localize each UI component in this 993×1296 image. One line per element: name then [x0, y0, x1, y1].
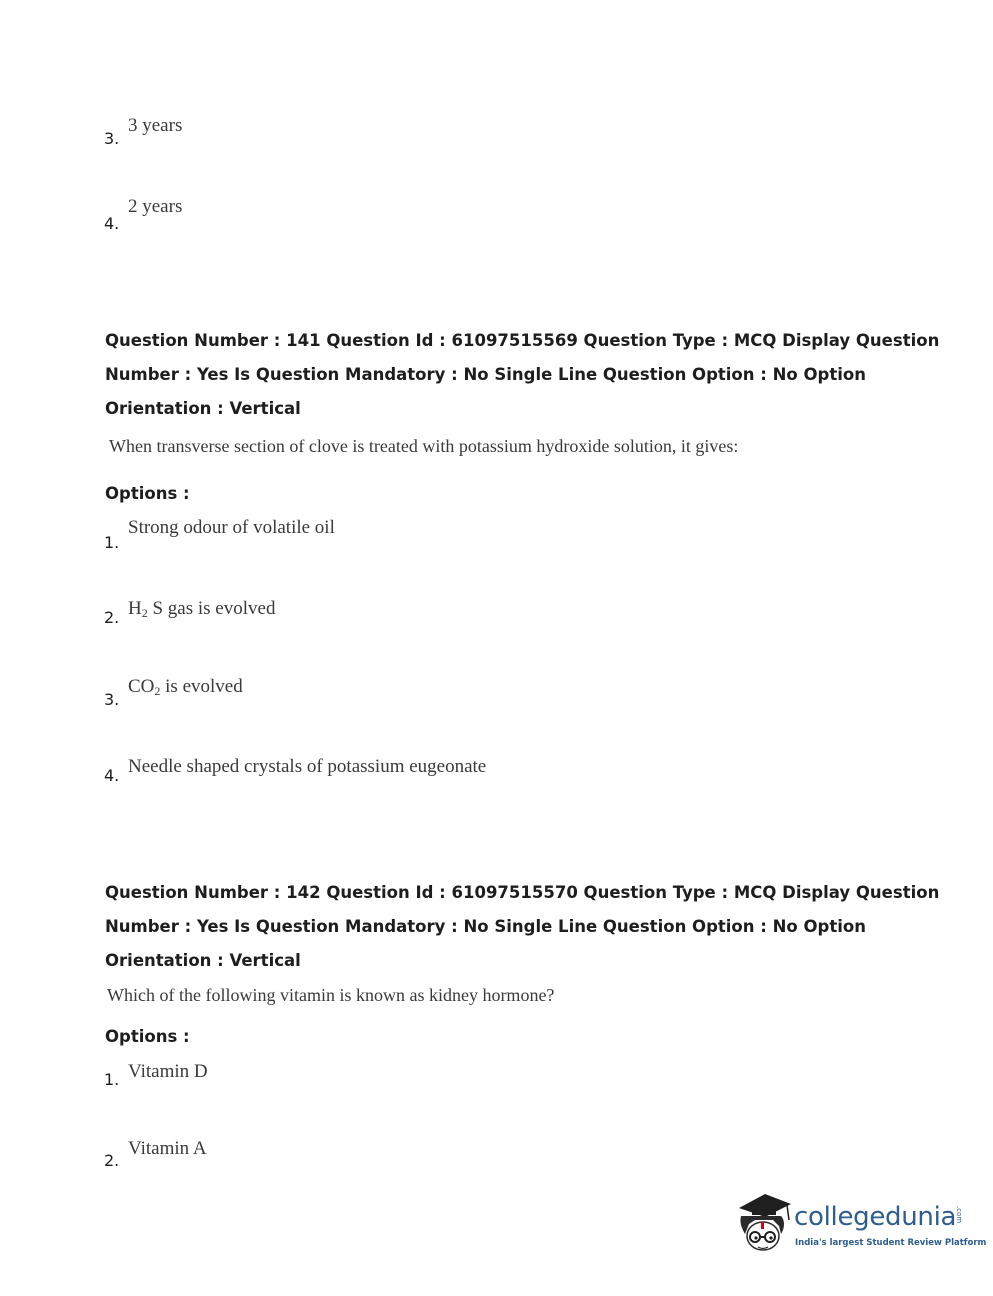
option-number: 2.: [104, 1151, 120, 1170]
subscript: 2: [154, 684, 161, 698]
options-label: Options :: [105, 484, 190, 503]
option-number: 1.: [104, 533, 120, 552]
option-number: 2.: [104, 608, 120, 627]
option-number: 3.: [104, 129, 120, 148]
option-text-suffix: S gas is evolved: [147, 598, 276, 619]
option-number: 1.: [104, 1070, 120, 1089]
logo-name: collegedunia: [794, 1202, 957, 1232]
option-text: 3 years: [128, 115, 183, 136]
option-text: Vitamin A: [128, 1138, 207, 1159]
option-text: Needle shaped crystals of potassium eugeonate: [128, 756, 487, 777]
option-text-prefix: H: [128, 598, 142, 619]
option-text-prefix: CO: [128, 676, 155, 697]
question-meta-line: Orientation : Vertical: [105, 399, 301, 418]
mascot-graduate-icon: [735, 1190, 793, 1256]
option-text-suffix: is evolved: [160, 676, 243, 697]
option-text: 2 years: [128, 196, 183, 217]
option-text: Strong odour of volatile oil: [128, 517, 335, 538]
subscript: 2: [141, 606, 148, 620]
question-meta-line: Number : Yes Is Question Mandatory : No Single Line Question Option : No Option: [105, 917, 866, 936]
logo-tagline: India's largest Student Review Platform: [795, 1238, 987, 1248]
collegedunia-logo: [735, 1190, 987, 1256]
option-number: 4.: [104, 766, 120, 785]
option-number: 3.: [104, 690, 120, 709]
question-text: When transverse section of clove is treated with potassium hydroxide solution, it gives:: [109, 436, 739, 456]
question-text: Which of the following vitamin is known as kidney hormone?: [107, 985, 555, 1005]
option-text: Vitamin D: [128, 1061, 208, 1082]
question-meta-line: Number : Yes Is Question Mandatory : No Single Line Question Option : No Option: [105, 365, 866, 384]
option-text: [128, 598, 275, 621]
question-meta-line: Orientation : Vertical: [105, 951, 301, 970]
option-number: 4.: [104, 214, 120, 233]
question-meta-line: Question Number : 141 Question Id : 61097515569 Question Type : MCQ Display Question: [105, 331, 940, 350]
options-label: Options :: [105, 1027, 190, 1046]
option-text: [128, 676, 243, 699]
logo-suffix: .com: [955, 1206, 963, 1224]
question-meta-line: Question Number : 142 Question Id : 61097515570 Question Type : MCQ Display Question: [105, 883, 940, 902]
